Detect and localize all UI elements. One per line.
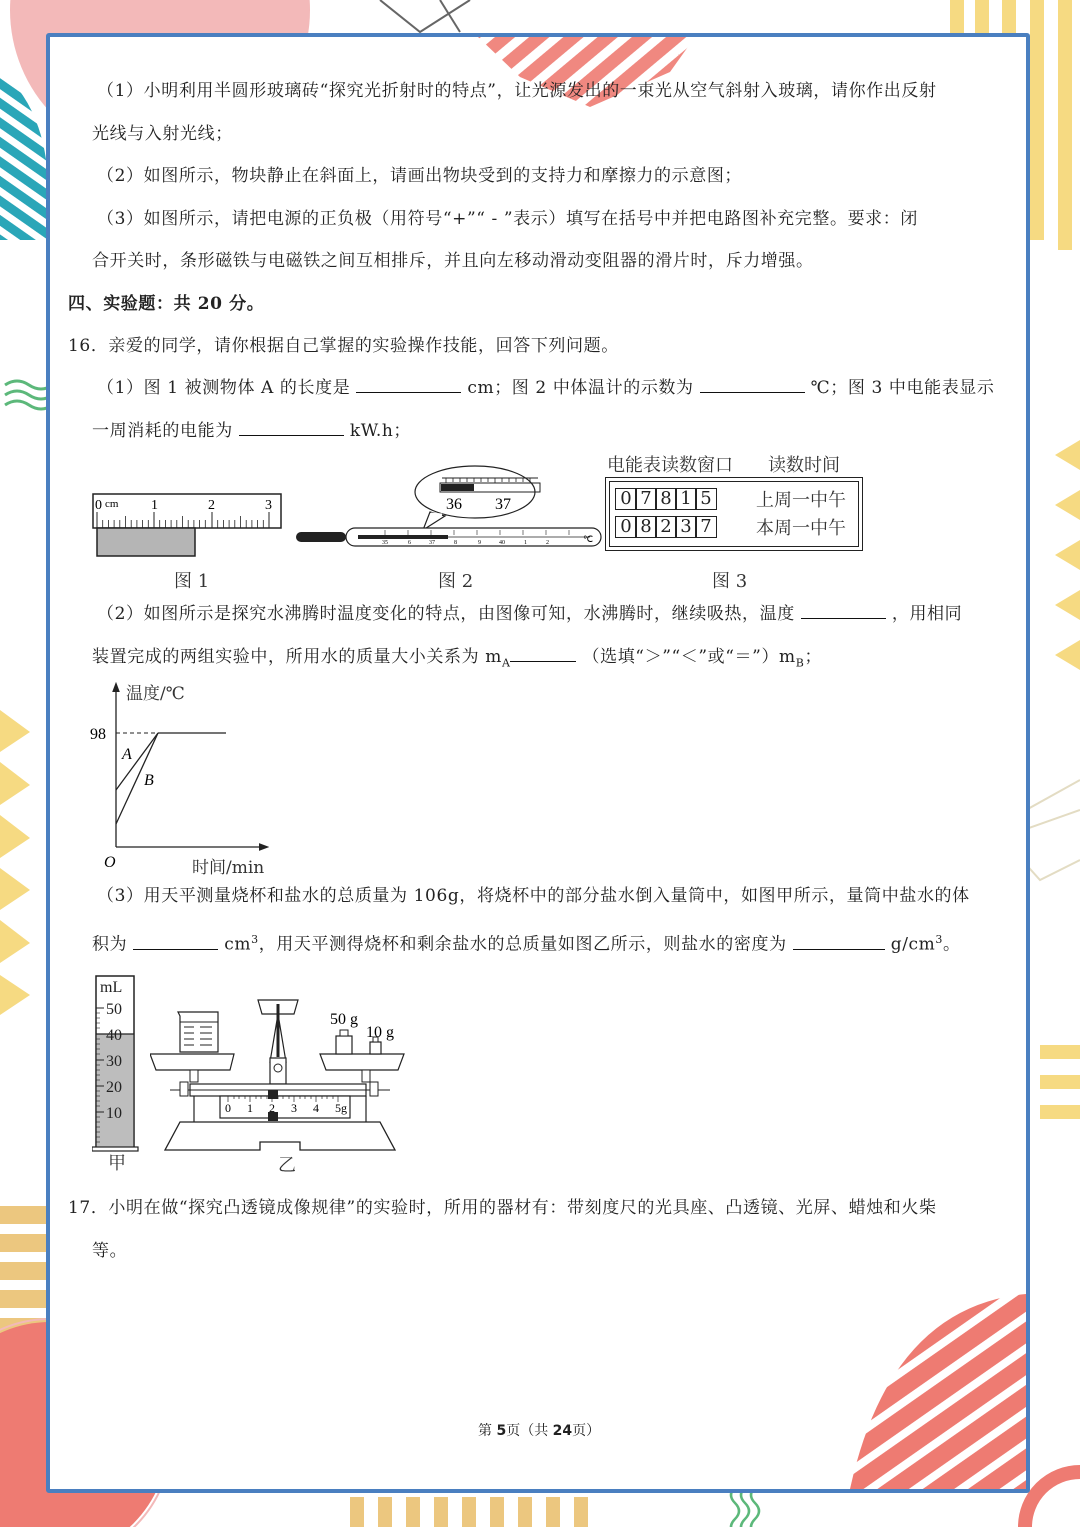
svg-text:2: 2 — [269, 1101, 275, 1115]
figure-2-caption: 图 2 — [438, 571, 474, 592]
q16-part2-line2: 装置完成的两组实验中，所用水的质量大小关系为 $m_A$ （选填“＞”“＜”或“$=”)m_B$； — [92, 647, 823, 670]
q16-part3-line2: 积为 $cm^3$，用天平测得烧杯和剩余盐水的总质量如图乙所示，则盐水的密度为 $g/cm^3$。 — [92, 933, 961, 955]
svg-text:37: 37 — [495, 496, 511, 513]
svg-text:40: 40 — [499, 540, 505, 546]
meter-digit: 1 — [675, 488, 697, 510]
page-total: 24 — [552, 1423, 573, 1439]
svg-text:1: 1 — [247, 1101, 253, 1115]
svg-text:1: 1 — [151, 498, 158, 513]
q17-line1: 17．小明在做“探究凸透镜成像规律”的实验时，所用的器材有：带刻度尺的光具座、凸透镜、光屏、蜡烛和火柴 — [68, 1198, 937, 1218]
meter-digit: 5 — [695, 488, 717, 510]
answer-blank-mass-compare[interactable] — [510, 646, 576, 662]
q15-part3-line1: （3）如图所示，请把电源的正负极（用符号“+”“ - ”表示）填写在括号中并把电路图补充完整。要求：闭 — [97, 209, 918, 229]
svg-text:10: 10 — [106, 1105, 122, 1122]
meter-digit: 0 — [615, 516, 637, 538]
reading-time: 上周一中午 — [756, 490, 846, 511]
answer-blank-volume[interactable] — [133, 934, 218, 950]
svg-text:40: 40 — [106, 1027, 122, 1044]
svg-text:10 g: 10 g — [366, 1024, 394, 1041]
cylinder-caption: 甲 — [108, 1153, 126, 1174]
q16-part3-line1: （3）用天平测量烧杯和盐水的总质量为 106g，将烧杯中的部分盐水倒入量筒中，如图甲所示，量筒中盐水的体 — [97, 886, 970, 906]
svg-text:5g: 5g — [335, 1101, 347, 1115]
figure-3-meter — [605, 477, 863, 551]
meter-digit: 8 — [635, 516, 657, 538]
svg-text:3: 3 — [291, 1101, 297, 1115]
answer-blank-temperature[interactable] — [700, 377, 805, 393]
reading-time-label: 读数时间 — [768, 455, 840, 476]
balance-caption: 乙 — [278, 1155, 296, 1176]
q16-part1-line2: 一周消耗的电能为 kW.h； — [92, 421, 411, 441]
boiling-temperature-chart — [86, 677, 286, 877]
meter-digit: 0 — [615, 488, 637, 510]
svg-text:cm: cm — [105, 498, 119, 510]
meter-digit: 7 — [695, 516, 717, 538]
svg-text:8: 8 — [454, 540, 457, 546]
q15-part2: （2）如图所示，物块静止在斜面上，请画出物块受到的支持力和摩擦力的示意图； — [97, 166, 743, 186]
svg-text:2: 2 — [546, 540, 549, 546]
balance-scale — [150, 992, 420, 1152]
svg-text:O: O — [104, 854, 116, 871]
svg-text:50 g: 50 g — [330, 1011, 358, 1028]
svg-text:B: B — [144, 772, 154, 789]
svg-text:35: 35 — [382, 540, 388, 546]
svg-text:0: 0 — [95, 498, 102, 513]
meter-digit: 3 — [675, 516, 697, 538]
answer-blank-density[interactable] — [793, 934, 885, 950]
reading-time: 本周一中午 — [756, 518, 846, 539]
q15-part1-line2: 光线与入射光线； — [92, 124, 233, 144]
figure-1-caption: 图 1 — [174, 571, 210, 592]
page-footer: 第 5页（共 24页） — [478, 1423, 601, 1439]
svg-text:温度/℃: 温度/℃ — [126, 684, 185, 704]
figure-3-caption: 图 3 — [712, 571, 748, 592]
answer-blank-energy[interactable] — [239, 420, 344, 436]
svg-text:20: 20 — [106, 1079, 122, 1096]
svg-text:2: 2 — [208, 498, 215, 513]
page-number: 5 — [496, 1423, 507, 1439]
meter-digit: 2 — [655, 516, 677, 538]
meter-digit: 7 — [635, 488, 657, 510]
svg-text:A: A — [122, 746, 132, 763]
meter-window-label: 电能表读数窗口 — [607, 455, 733, 476]
graduated-cylinder — [92, 972, 142, 1172]
svg-text:3: 3 — [265, 498, 272, 513]
q16-part1-line1: （1）图 1 被测物体 A 的长度是 cm；图 2 中体温计的示数为 ℃；图 3 中电能表显示 — [97, 378, 995, 398]
svg-text:37: 37 — [429, 540, 435, 546]
q16-part2-line1: （2）如图所示是探究水沸腾时温度变化的特点，由图像可知，水沸腾时，继续吸热，温度 ，用相同 — [97, 604, 963, 624]
q17-line2: 等。 — [92, 1241, 128, 1261]
svg-text:4: 4 — [313, 1101, 319, 1115]
svg-text:36: 36 — [446, 496, 462, 513]
q15-part1-line1: （1）小明利用半圆形玻璃砖“探究光折射时的特点”，让光源发出的一束光从空气斜射入玻璃，请你作出反射 — [97, 81, 937, 101]
q15-part3-line2: 合开关时，条形磁铁与电磁铁之间互相排斥，并且向左移动滑动变阻器的滑片时，斥力增强。 — [92, 251, 814, 271]
svg-text:30: 30 — [106, 1053, 122, 1070]
svg-text:6: 6 — [408, 540, 411, 546]
svg-text:50: 50 — [106, 1001, 122, 1018]
svg-text:9: 9 — [478, 540, 481, 546]
exam-page — [46, 33, 1030, 1493]
section-heading: 四、实验题：共 20 分。 — [68, 294, 265, 314]
svg-text:℃: ℃ — [583, 534, 594, 544]
svg-text:0: 0 — [225, 1101, 231, 1115]
svg-text:98: 98 — [90, 726, 106, 743]
svg-text:1: 1 — [524, 540, 527, 546]
figure-1-ruler — [92, 492, 292, 562]
figure-2-thermometer — [290, 462, 610, 562]
q16-stem: 16．亲爱的同学，请你根据自己掌握的实验操作技能，回答下列问题。 — [68, 336, 619, 356]
svg-text:时间/min: 时间/min — [192, 858, 265, 877]
answer-blank-boiling-temperature[interactable] — [801, 603, 886, 619]
answer-blank-length[interactable] — [356, 377, 461, 393]
meter-digit: 8 — [655, 488, 677, 510]
svg-text:mL: mL — [100, 979, 123, 996]
